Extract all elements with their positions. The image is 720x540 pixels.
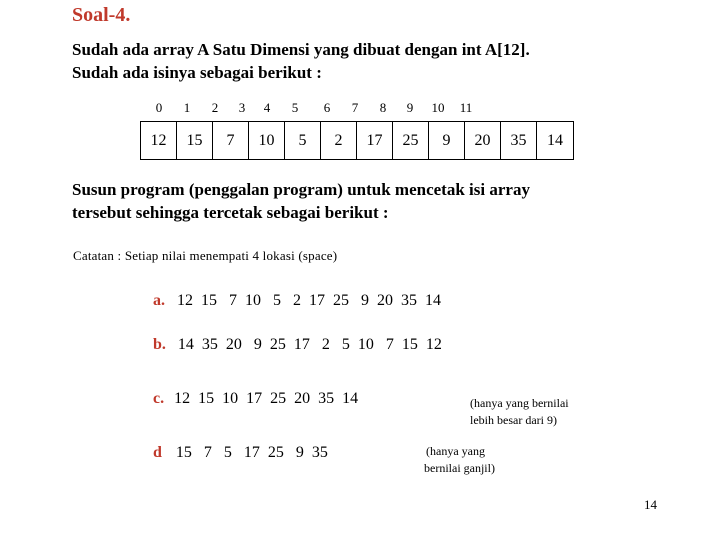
array-cell: 7 xyxy=(213,122,249,159)
array-cell: 35 xyxy=(501,122,537,159)
array-cell: 25 xyxy=(393,122,429,159)
option-d-output: 15 7 5 17 25 9 35 xyxy=(175,444,328,461)
option-c-note-line-1: (hanya yang bernilai xyxy=(470,396,569,410)
option-d xyxy=(153,444,328,462)
array-index: 9 xyxy=(406,100,414,115)
page-number: 14 xyxy=(644,497,657,512)
array-index: 4 xyxy=(263,100,271,115)
intro-text xyxy=(72,38,530,84)
array-cell: 17 xyxy=(357,122,393,159)
option-d-label: d xyxy=(153,444,162,461)
array-index: 1 xyxy=(183,100,191,115)
array-index: 2 xyxy=(211,100,219,115)
option-d-note xyxy=(424,443,495,477)
array-cell: 2 xyxy=(321,122,357,159)
array-cell: 10 xyxy=(249,122,285,159)
option-c-note xyxy=(470,395,569,429)
option-c xyxy=(153,390,358,408)
option-b-output: 14 35 20 9 25 17 2 5 10 7 15 12 xyxy=(177,336,442,353)
slide-title: Soal-4. xyxy=(72,4,131,26)
array-cell: 12 xyxy=(141,122,177,159)
array-index: 7 xyxy=(351,100,359,115)
array-index: 3 xyxy=(238,100,246,115)
option-c-note-line-2: lebih besar dari 9) xyxy=(470,413,557,427)
option-a-label: a. xyxy=(153,292,165,309)
option-c-output: 12 15 10 17 25 20 35 14 xyxy=(174,390,359,407)
task-text xyxy=(72,178,530,224)
task-line-2: tersebut sehingga tercetak sebagai berikut : xyxy=(72,203,389,222)
array-cell: 15 xyxy=(177,122,213,159)
note-text: Catatan : Setiap nilai menempati 4 lokasi (space) xyxy=(73,248,338,263)
array-index: 8 xyxy=(379,100,387,115)
intro-line-2: Sudah ada isinya sebagai berikut : xyxy=(72,63,322,82)
array-cell: 5 xyxy=(285,122,321,159)
array-index: 5 xyxy=(291,100,299,115)
array-cell: 20 xyxy=(465,122,501,159)
array-cell: 14 xyxy=(547,131,563,149)
option-a xyxy=(153,292,441,310)
array-table xyxy=(140,121,574,160)
option-d-note-line-1: (hanya yang xyxy=(426,444,485,458)
array-index: 10 xyxy=(431,100,445,115)
array-index: 11 xyxy=(459,100,473,115)
array-cell: 9 xyxy=(429,122,465,159)
intro-line-1: Sudah ada array A Satu Dimensi yang dibuat dengan int A[12]. xyxy=(72,40,530,59)
option-b-label: b. xyxy=(153,336,166,353)
option-a-output: 12 15 7 10 5 2 17 25 9 20 35 14 xyxy=(177,292,441,309)
option-b xyxy=(153,336,442,354)
task-line-1: Susun program (penggalan program) untuk mencetak isi array xyxy=(72,180,530,199)
array-index: 0 xyxy=(155,100,163,115)
option-d-note-line-2: bernilai ganjil) xyxy=(424,461,495,475)
array-index: 6 xyxy=(323,100,331,115)
option-c-label: c. xyxy=(153,390,165,407)
